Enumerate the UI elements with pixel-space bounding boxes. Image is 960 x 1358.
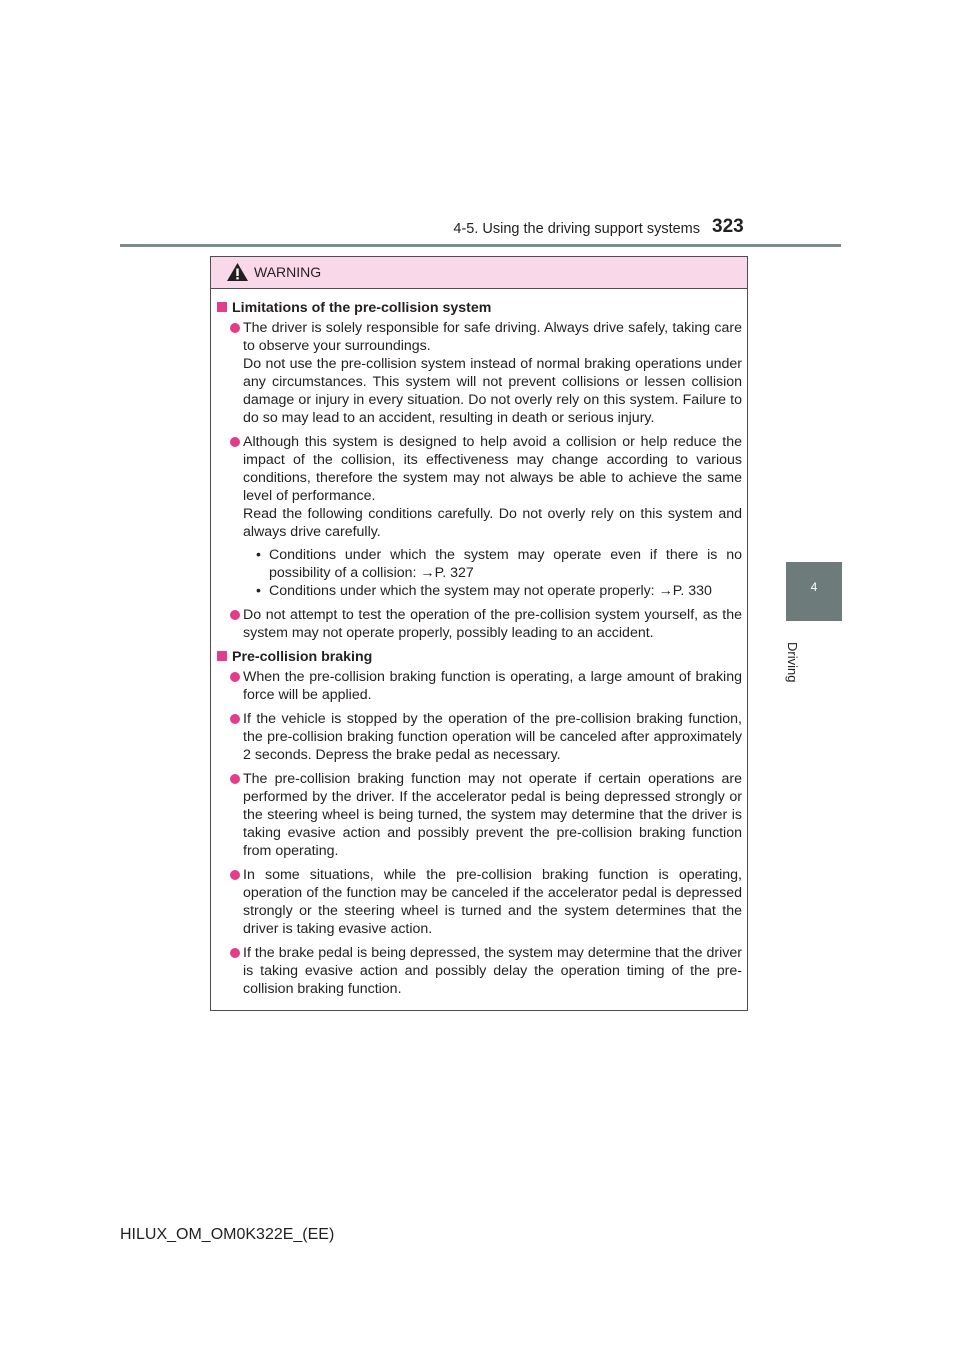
sub-list — [243, 546, 742, 600]
bullet-paragraph: In some situations, while the pre-collision braking function is operating, operation of the function may be canceled if the accelerator pedal is depressed strongly or the steering wheel is turned and the system determines that the driver is taking evasive action. — [243, 867, 742, 937]
bullet-paragraph: If the brake pedal is being depressed, the system may determine that the driver is taking evasive action and possibly delay the operation timing of the pre-collision braking function. — [243, 945, 742, 997]
header-rule — [120, 244, 841, 247]
page-number: 323 — [712, 216, 744, 237]
warning-section — [216, 648, 742, 998]
warning-label: WARNING — [254, 264, 322, 280]
section-title: Pre-collision braking — [216, 648, 742, 666]
bullet-paragraph: Although this system is designed to help avoid a collision or help reduce the impact of the collision, its effectiveness may change according to various conditions, therefore the system may not always be able to achieve the same level of performance. — [243, 434, 742, 504]
bullet-paragraph: If the vehicle is stopped by the operation of the pre-collision braking function, the pre-collision braking function operation will be canceled after approximately 2 seconds. Depress the brake pedal as necessary. — [243, 711, 742, 763]
bullet-paragraph: Read the following conditions carefully. Do not overly rely on this system and always drive carefully. — [243, 506, 742, 540]
bullet-dot-icon — [230, 714, 240, 724]
bullet-dot-icon — [230, 774, 240, 784]
bullet-item — [216, 606, 742, 642]
bullet-dot-icon — [230, 323, 240, 333]
bullet-paragraph: The pre-collision braking function may not operate if certain operations are performed by the driver. If the accelerator pedal is being depressed strongly or the steering wheel is being turned, the system may determine that the driver is taking evasive action and possibly prevent the pre-collision braking function from operating. — [243, 771, 742, 859]
bullet-paragraph: The driver is solely responsible for safe driving. Always drive safely, taking care to observe your surroundings. — [243, 320, 742, 354]
bullet-dot-icon — [230, 610, 240, 620]
chapter-tab-number: 4 — [810, 580, 818, 594]
bullet-paragraph: Do not use the pre-collision system instead of normal braking operations under any circumstances. This system will not prevent collisions or lessen collision damage or injury in every situation. Do not overly rely on this system. Failure to do so may lead to an accident, resulting in death or serious injury. — [243, 356, 742, 426]
bullet-item — [216, 710, 742, 764]
bullet-dot-icon — [230, 437, 240, 447]
warning-triangle-icon — [226, 262, 249, 282]
bullet-paragraph: When the pre-collision braking function is operating, a large amount of braking force will be applied. — [243, 669, 742, 703]
bullet-paragraph: Do not attempt to test the operation of the pre-collision system yourself, as the system may not operate properly, possibly leading to an accident. — [243, 607, 742, 641]
bullet-item — [216, 319, 742, 427]
bullet-dot-icon — [230, 870, 240, 880]
warning-header — [211, 257, 747, 289]
chapter-label-text: Driving — [785, 642, 800, 683]
section-title: Limitations of the pre-collision system — [216, 299, 742, 317]
bullet-item — [216, 668, 742, 704]
chapter-label — [770, 642, 814, 682]
header-section-title: 4-5. Using the driving support systems — [453, 221, 700, 237]
bullet-dot-icon — [230, 948, 240, 958]
bullet-item — [216, 944, 742, 998]
bullet-item — [216, 433, 742, 600]
sub-list-item[interactable]: • Conditions under which the system may operate even if there is no possibility of a collision: →P. 327 — [243, 546, 742, 582]
warning-body — [211, 289, 747, 998]
bullet-item — [216, 866, 742, 938]
warning-box — [210, 256, 748, 1011]
bullet-dot-icon — [230, 672, 240, 682]
bullet-item — [216, 770, 742, 860]
document-code: HILUX_OM_OM0K322E_(EE) — [120, 1226, 335, 1243]
warning-section — [216, 299, 742, 642]
sub-list-item[interactable]: • Conditions under which the system may not operate properly: →P. 330 — [243, 582, 742, 600]
